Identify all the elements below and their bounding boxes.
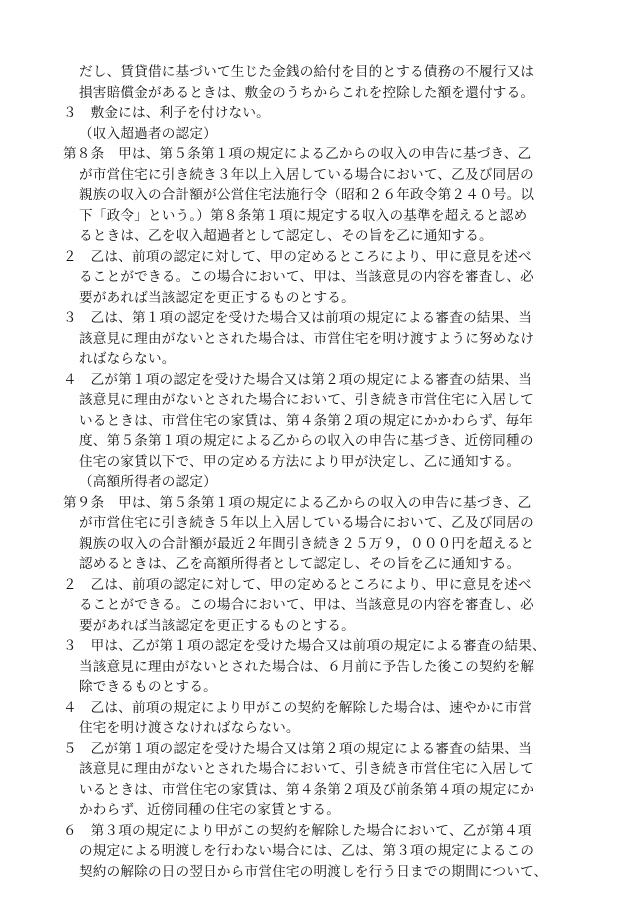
text-line: 要があれば当該認定を更正するものとする。	[79, 290, 355, 306]
text-line: ３ 甲は、乙が第１項の認定を受けた場合又は前項の規定による審査の結果、	[63, 638, 546, 654]
text-line: 除できるものとする。	[79, 679, 217, 695]
text-line: いるときは、市営住宅の家賃は、第４条第２項及び前条第４項の規定にか	[79, 782, 535, 798]
text-line: 損害賠償金があるときは、敷金のうちからこれを控除した額を還付する。	[79, 85, 535, 101]
text-line: 下「政令」という。）第８条第１項に規定する収入の基準を超えると認め	[79, 208, 528, 224]
text-line: 認めるときは、乙を高額所得者として認定し、その旨を乙に通知する。	[79, 556, 521, 572]
text-line: 当該意見に理由がないとされた場合は、６月前に予告した後この契約を解	[79, 659, 535, 675]
text-line: ３ 乙は、第１項の認定を受けた場合又は前項の規定による審査の結果、当	[63, 310, 532, 326]
text-line: ればならない。	[79, 351, 176, 367]
text-line: ２ 乙は、前項の認定に対して、甲の定めるところにより、甲に意見を述べ	[63, 577, 532, 593]
text-line: ６ 第３項の規定により甲がこの契約を解除した場合において、乙が第４項	[63, 823, 532, 839]
text-line: 住宅を明け渡さなければならない。	[79, 720, 300, 736]
text-line: ることができる。この場合において、甲は、当該意見の内容を審査し、必	[79, 269, 534, 285]
text-line: ３ 敷金には、利子を付けない。	[63, 105, 270, 121]
text-line: ５ 乙が第１項の認定を受けた場合又は第２項の規定による審査の結果、当	[63, 741, 532, 757]
text-line: 該意見に理由がないとされた場合は、市営住宅を明け渡すように努めなけ	[79, 331, 535, 347]
text-line: いるときは、市営住宅の家賃は、第４条第２項の規定にかかわらず、毎年	[79, 413, 534, 429]
text-line: 度、第５条第１項の規定による乙からの収入の申告に基づき、近傍同種の	[79, 433, 534, 449]
text-line: かわらず、近傍同種の住宅の家賃とする。	[79, 802, 340, 818]
text-line: 該意見に理由がないとされた場合において、引き続き市営住宅に入居して	[79, 761, 534, 777]
text-line: 親族の収入の合計額が最近２年間引き続き２５万９，０００円を超えると	[79, 536, 535, 552]
text-line: が市営住宅に引き続き３年以上入居している場合において、乙及び同居の	[79, 167, 534, 183]
text-line: 第８条 甲は、第５条第１項の規定による乙からの収入の申告に基づき、乙	[63, 146, 532, 162]
text-line: るときは、乙を収入超過者として認定し、その旨を乙に通知する。	[79, 228, 493, 244]
text-line: 該意見に理由がないとされた場合において、引き続き市営住宅に入居して	[79, 392, 534, 408]
text-line: ２ 乙は、前項の認定に対して、甲の定めるところにより、甲に意見を述べ	[63, 249, 532, 265]
text-line: 第９条 甲は、第５条第１項の規定による乙からの収入の申告に基づき、乙	[63, 495, 532, 511]
section-heading: （高額所得者の認定）	[79, 474, 217, 490]
text-line: の規定による明渡しを行わない場合には、乙は、第３項の規定によるこの	[79, 843, 535, 859]
text-line: 住宅の家賃以下で、甲の定める方法により甲が決定し、乙に通知する。	[79, 454, 521, 470]
text-line: だし、賃貸借に基づいて生じた金銭の給付を目的とする債務の不履行又は	[79, 64, 535, 80]
text-line: ４ 乙は、前項の規定により甲がこの契約を解除した場合は、速やかに市営	[63, 700, 532, 716]
text-line: 親族の収入の合計額が公営住宅法施行令（昭和２６年政令第２４０号。以	[79, 187, 535, 203]
text-line: 要があれば当該認定を更正するものとする。	[79, 618, 355, 634]
text-line: 契約の解除の日の翌日から市営住宅の明渡しを行う日までの期間について、	[79, 864, 548, 880]
text-line: ることができる。この場合において、甲は、当該意見の内容を審査し、必	[79, 597, 534, 613]
text-line: ４ 乙が第１項の認定を受けた場合又は第２項の規定による審査の結果、当	[63, 372, 532, 388]
section-heading: （収入超過者の認定）	[79, 126, 217, 142]
text-line: が市営住宅に引き続き５年以上入居している場合において、乙及び同居の	[79, 515, 534, 531]
